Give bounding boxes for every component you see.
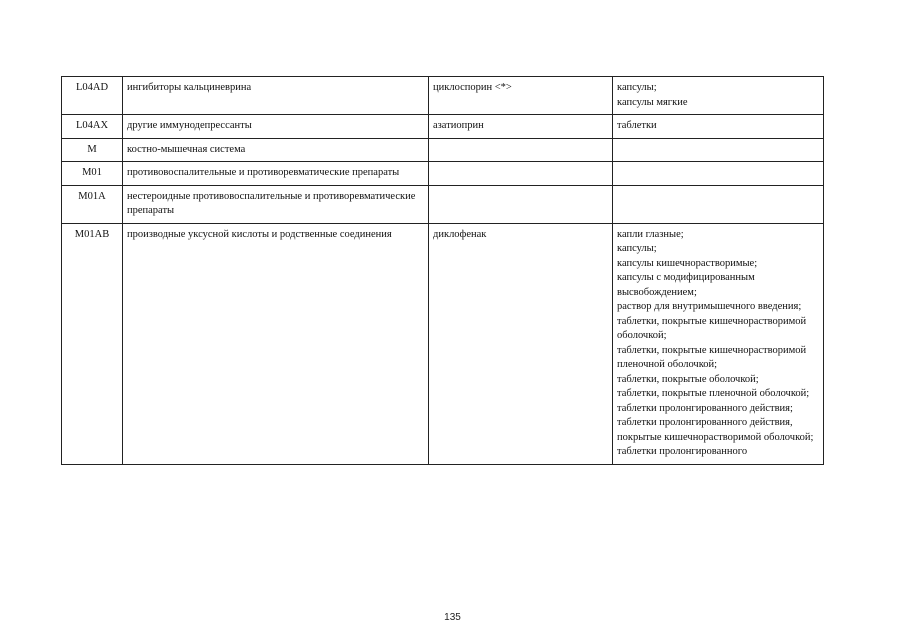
- dosage-form: капли глазные;: [617, 228, 684, 240]
- group-name: другие иммунодепрессанты: [123, 115, 429, 139]
- atc-code: M: [62, 138, 123, 162]
- dosage-form: капсулы мягкие: [617, 96, 688, 108]
- dosage-form: таблетки, покрытые кишечнорастворимой оболочкой;: [617, 315, 807, 341]
- group-name: нестероидные противовоспалительные и противоревматические препараты: [123, 185, 429, 223]
- drug-classification-table: [61, 76, 824, 465]
- drug-name: циклоспорин <*>: [429, 77, 613, 115]
- dosage-forms: [613, 138, 824, 162]
- dosage-form: таблетки пролонгированного действия;: [617, 402, 793, 414]
- atc-code: M01: [62, 162, 123, 186]
- drug-name: азатиоприн: [429, 115, 613, 139]
- atc-code: L04AX: [62, 115, 123, 139]
- table-row: [62, 223, 824, 464]
- group-name: противовоспалительные и противоревматические препараты: [123, 162, 429, 186]
- drug-name: [429, 185, 613, 223]
- dosage-form: таблетки: [617, 120, 657, 131]
- atc-code: L04AD: [62, 77, 123, 115]
- group-name: костно-мышечная система: [123, 138, 429, 162]
- dosage-forms: [613, 77, 824, 115]
- table-row: [62, 138, 824, 162]
- dosage-form: раствор для внутримышечного введения;: [617, 301, 802, 312]
- dosage-form: капсулы;: [617, 243, 657, 254]
- table-row: [62, 77, 824, 115]
- table-row: [62, 162, 824, 186]
- dosage-forms: [613, 185, 824, 223]
- group-name: производные уксусной кислоты и родственные соединения: [123, 223, 429, 464]
- table-row: [62, 115, 824, 139]
- drug-name: [429, 138, 613, 162]
- dosage-form: капсулы кишечнорастворимые;: [617, 257, 758, 269]
- dosage-form: таблетки, покрытые пленочной оболочкой;: [617, 388, 810, 399]
- dosage-form: таблетки, покрытые кишечнорастворимой пленочной оболочкой;: [617, 344, 807, 370]
- page-number: 135: [444, 612, 461, 623]
- dosage-form: капсулы;: [617, 82, 657, 93]
- drug-name: [429, 162, 613, 186]
- group-name: ингибиторы кальциневрина: [123, 77, 429, 115]
- dosage-form: таблетки пролонгированного: [617, 446, 748, 457]
- dosage-form: таблетки пролонгированного действия, покрытые кишечнорастворимой оболочкой;: [617, 417, 814, 443]
- dosage-forms: [613, 115, 824, 139]
- drug-name: диклофенак: [429, 223, 613, 464]
- table-row: [62, 185, 824, 223]
- dosage-forms: [613, 162, 824, 186]
- dosage-form: капсулы с модифицированным высвобождением;: [617, 272, 755, 298]
- dosage-forms: [613, 223, 824, 464]
- dosage-form: таблетки, покрытые оболочкой;: [617, 373, 759, 385]
- atc-code: M01AB: [62, 223, 123, 464]
- atc-code: M01A: [62, 185, 123, 223]
